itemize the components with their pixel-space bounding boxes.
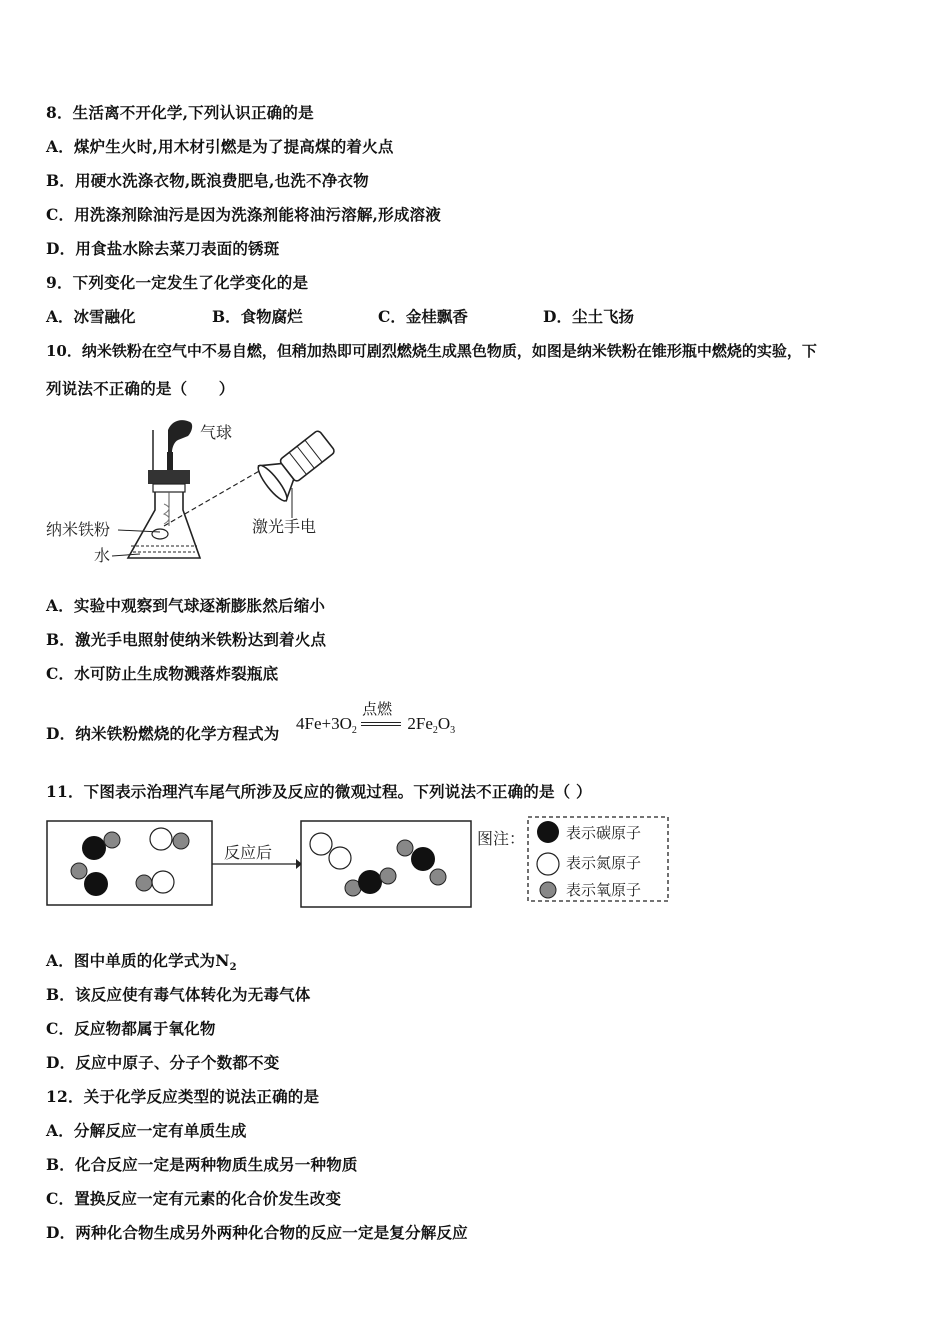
legend-nitrogen-label: 表示氮原子 bbox=[566, 854, 642, 872]
q11-option-a bbox=[46, 949, 237, 973]
balloon-shape bbox=[168, 420, 192, 452]
nitrogen-atom bbox=[329, 847, 351, 869]
oxygen-atom bbox=[173, 833, 189, 849]
iron-powder-dish bbox=[152, 529, 168, 539]
q8-option-c: C．用洗涤剂除油污是因为洗涤剂能将油污溶解,形成溶液 bbox=[46, 205, 441, 224]
wire-coil bbox=[164, 504, 169, 524]
q11-reaction-figure bbox=[44, 814, 674, 910]
q11-stem: 11．下图表示治理汽车尾气所涉及反应的微观过程。下列说法不正确的是（ ） bbox=[46, 782, 592, 801]
q11-option-a-formula: N bbox=[215, 951, 230, 970]
q8-option-d: D．用食盐水除去菜刀表面的锈斑 bbox=[46, 239, 280, 258]
q10-option-d: D．纳米铁粉燃烧的化学方程式为 bbox=[46, 724, 280, 743]
equation-left-sub: 2 bbox=[351, 725, 357, 736]
conical-flask bbox=[128, 492, 200, 558]
oxygen-atom bbox=[430, 869, 446, 885]
oxygen-atom bbox=[397, 840, 413, 856]
oxygen-atom bbox=[104, 832, 120, 848]
q12-option-a: A．分解反应一定有单质生成 bbox=[46, 1121, 247, 1140]
oxygen-atom bbox=[71, 863, 87, 879]
stopper bbox=[148, 470, 190, 484]
q8-stem: 8．生活离不开化学,下列认识正确的是 bbox=[46, 103, 314, 122]
q10-option-a: A．实验中观察到气球逐渐膨胀然后缩小 bbox=[46, 596, 326, 615]
reactants-box bbox=[47, 821, 212, 905]
nitrogen-atom bbox=[150, 828, 172, 850]
q9-option-a: A．冰雪融化 bbox=[46, 307, 136, 326]
equation-left: 4Fe+3O bbox=[296, 714, 352, 733]
equation-right-sub2: 3 bbox=[450, 725, 456, 736]
oxygen-atom bbox=[136, 875, 152, 891]
iron-powder-label: 纳米铁粉 bbox=[46, 520, 111, 539]
water-pointer bbox=[112, 554, 140, 556]
equation-condition: 点燃 bbox=[362, 700, 393, 719]
carbon-atom bbox=[358, 870, 382, 894]
q11-option-c: C．反应物都属于氧化物 bbox=[46, 1019, 216, 1038]
nitrogen-atom bbox=[310, 833, 332, 855]
q9-option-c: C．金桂飘香 bbox=[378, 307, 468, 326]
q8-option-b: B．用硬水洗涤衣物,既浪费肥皂,也洗不净衣物 bbox=[46, 171, 369, 190]
q12-option-d: D．两种化合物生成另外两种化合物的反应一定是复分解反应 bbox=[46, 1223, 468, 1242]
q10-stem-line2: 列说法不正确的是（ ） bbox=[46, 379, 235, 398]
legend-oxygen-atom bbox=[540, 882, 556, 898]
arrow-label: 反应后 bbox=[224, 843, 273, 862]
equation-right: 2Fe bbox=[407, 714, 433, 733]
q11-option-a-sub: 2 bbox=[229, 962, 237, 973]
legend-title: 图注： bbox=[477, 829, 526, 848]
legend-nitrogen-atom bbox=[537, 853, 559, 875]
nitrogen-atom bbox=[152, 871, 174, 893]
water-label: 水 bbox=[94, 546, 111, 565]
oxygen-atom bbox=[380, 868, 396, 884]
legend-carbon-atom bbox=[537, 821, 559, 843]
q10-equation bbox=[296, 700, 456, 736]
q11-option-b: B．该反应使有毒气体转化为无毒气体 bbox=[46, 985, 311, 1004]
q10-option-b: B．激光手电照射使纳米铁粉达到着火点 bbox=[46, 630, 327, 649]
flask-neck-top bbox=[153, 484, 185, 492]
q10-stem-line1: 10．纳米铁粉在空气中不易自燃，但稍加热即可剧烈燃烧生成黑色物质，如图是纳米铁粉在锥形瓶中燃烧的实验，下 bbox=[46, 342, 817, 360]
legend-carbon-label: 表示碳原子 bbox=[566, 824, 642, 842]
q12-option-c: C．置换反应一定有元素的化合价发生改变 bbox=[46, 1189, 342, 1208]
equation-condition-arrow bbox=[361, 700, 403, 732]
q9-option-d: D．尘土飞扬 bbox=[543, 307, 634, 326]
q12-option-b: B．化合反应一定是两种物质生成另一种物质 bbox=[46, 1155, 358, 1174]
q11-option-d: D．反应中原子、分子个数都不变 bbox=[46, 1053, 280, 1072]
q10-option-c: C．水可防止生成物溅落炸裂瓶底 bbox=[46, 664, 279, 683]
legend-oxygen-label: 表示氧原子 bbox=[566, 881, 642, 899]
q9-stem: 9．下列变化一定发生了化学变化的是 bbox=[46, 273, 309, 292]
equation-right-sub1: 2 bbox=[432, 725, 438, 736]
q12-stem: 12．关于化学反应类型的说法正确的是 bbox=[46, 1087, 320, 1106]
q8-option-a: A．煤炉生火时,用木材引燃是为了提高煤的着火点 bbox=[46, 137, 394, 156]
carbon-atom bbox=[411, 847, 435, 871]
carbon-atom bbox=[82, 836, 106, 860]
flashlight-label: 激光手电 bbox=[252, 517, 317, 536]
equation-right-o: O bbox=[437, 714, 451, 733]
q9-option-b: B．食物腐烂 bbox=[212, 307, 303, 326]
balloon-label: 气球 bbox=[200, 423, 233, 442]
q10-experiment-figure bbox=[40, 408, 360, 578]
carbon-atom bbox=[84, 872, 108, 896]
q11-option-a-text: A．图中单质的化学式为 bbox=[46, 951, 216, 970]
laser-flashlight bbox=[254, 423, 340, 504]
